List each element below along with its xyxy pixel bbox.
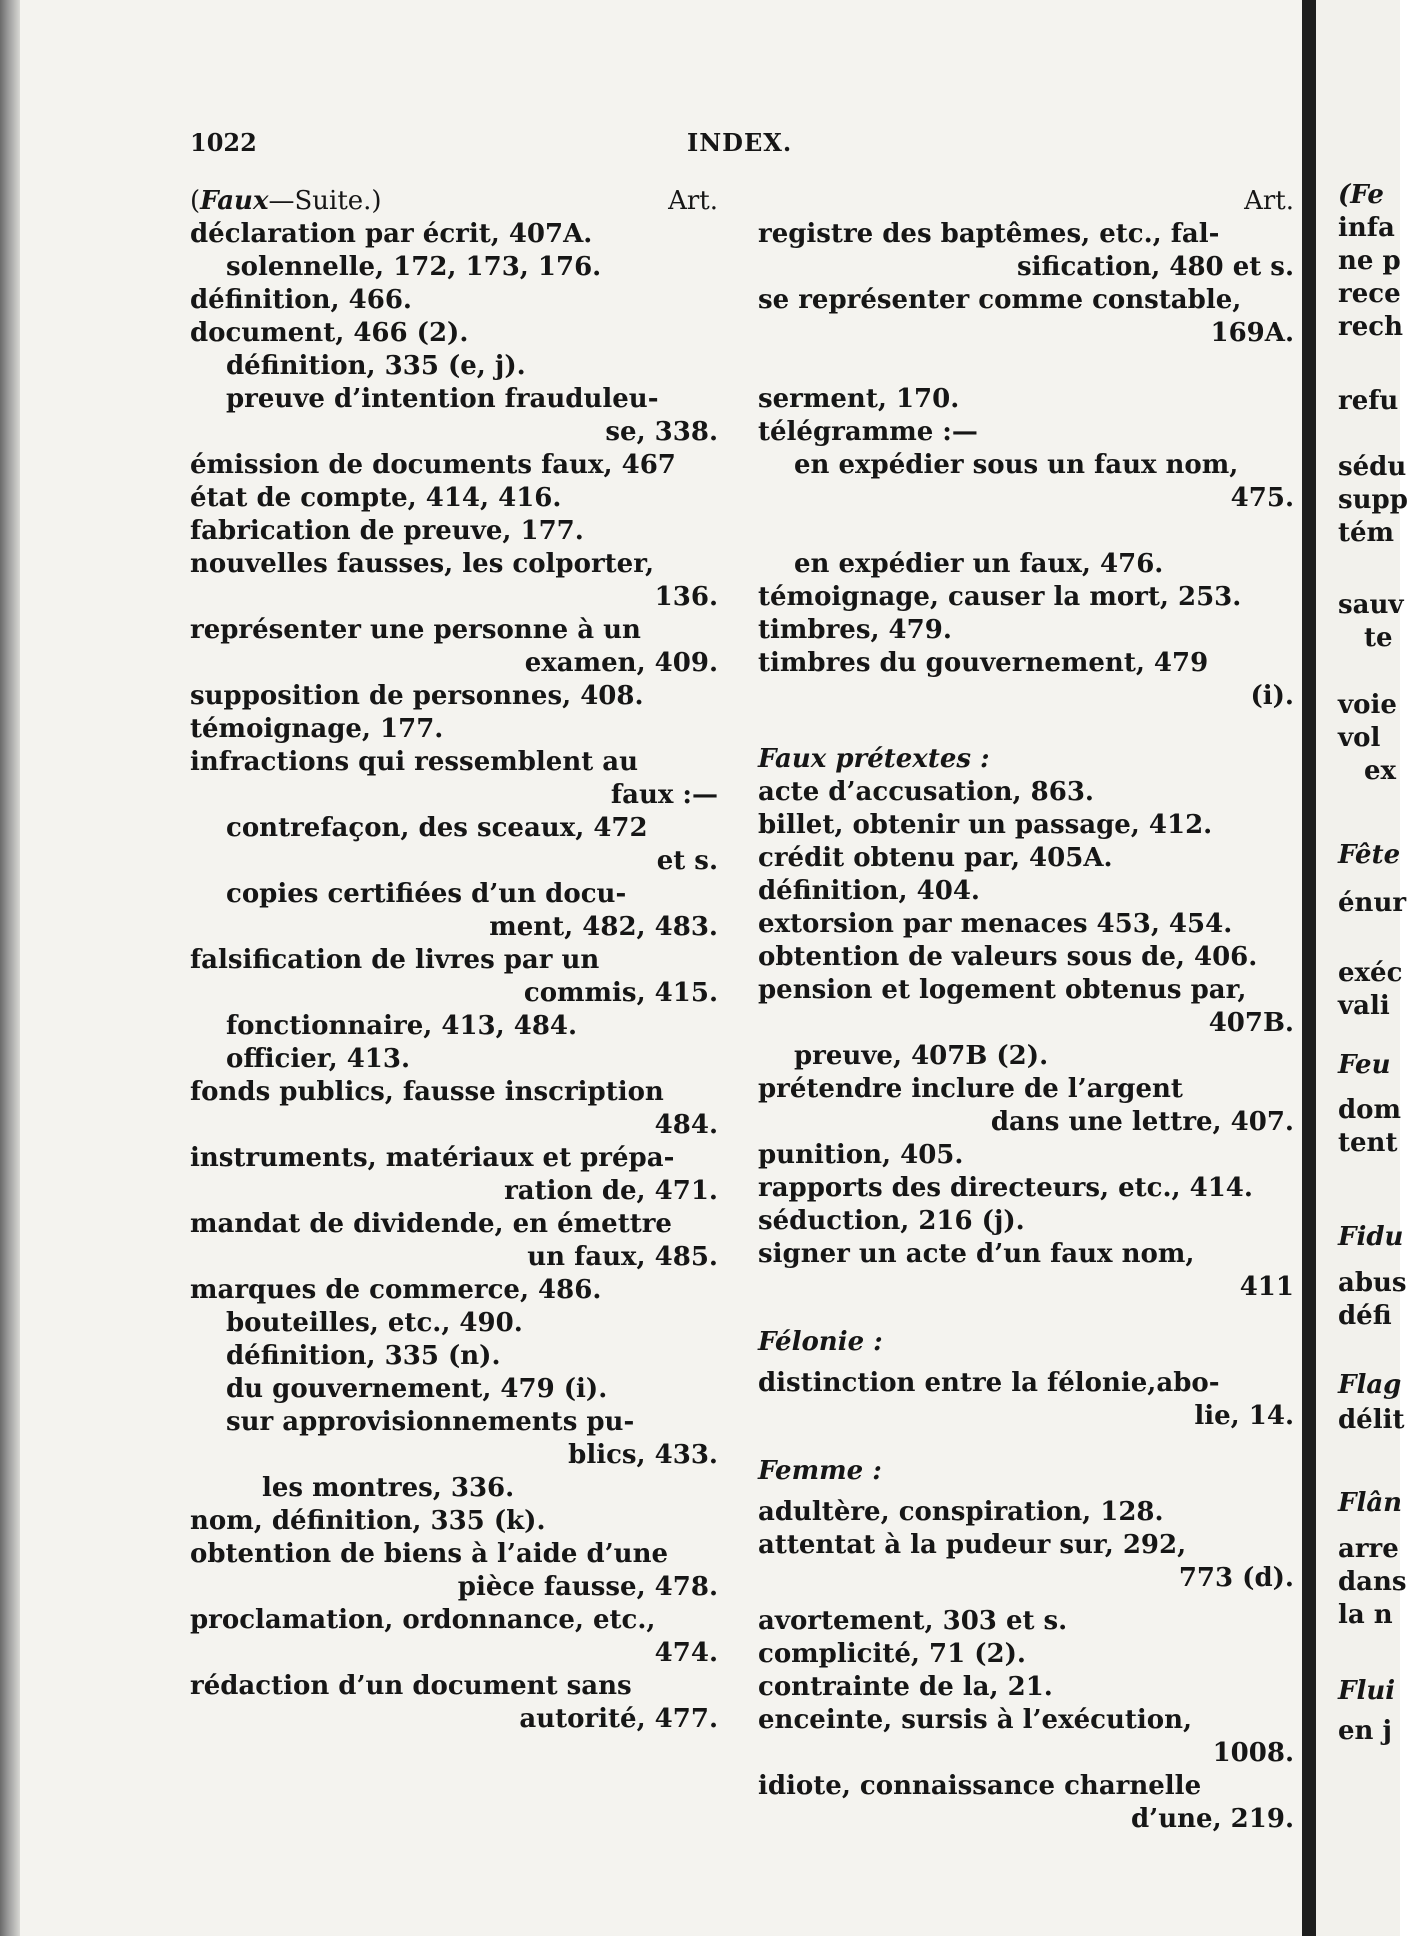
adjacent-text: tém xyxy=(1338,518,1395,548)
index-entry: témoignage, 177. xyxy=(190,714,444,744)
adjacent-text: Flân xyxy=(1338,1488,1403,1518)
index-entry: en expédier un faux, 476. xyxy=(794,549,1164,579)
index-entry-continuation: 484. xyxy=(654,1110,718,1140)
index-entry: document, 466 (2). xyxy=(190,318,469,348)
index-entry: proclamation, ordonnance, etc., xyxy=(190,1605,656,1635)
index-entry-continuation: lie, 14. xyxy=(1194,1401,1294,1431)
index-entry-continuation: 475. xyxy=(1230,483,1294,513)
heading-italic: Faux xyxy=(200,186,269,216)
index-entry: distinction entre la félonie,abo- xyxy=(758,1368,1220,1398)
index-entry: obtention de biens à l’aide d’une xyxy=(190,1539,669,1569)
continuation-heading xyxy=(190,185,718,218)
index-entry-continuation: 407B. xyxy=(1208,1008,1294,1038)
index-entry: preuve d’intention frauduleu- xyxy=(226,384,659,414)
index-entry: adultère, conspiration, 128. xyxy=(758,1497,1164,1527)
index-entry: idiote, connaissance charnelle xyxy=(758,1771,1202,1801)
index-entry-continuation: pièce fausse, 478. xyxy=(457,1572,718,1602)
index-entry: témoignage, causer la mort, 253. xyxy=(758,582,1242,612)
section-heading-felonie: Félonie : xyxy=(758,1327,883,1357)
adjacent-text: te xyxy=(1364,623,1393,653)
index-entry: extorsion par menaces 453, 454. xyxy=(758,909,1233,939)
index-entry: en expédier sous un faux nom, xyxy=(794,450,1239,480)
adjacent-text: énur xyxy=(1338,888,1407,918)
index-entry: prétendre inclure de l’argent xyxy=(758,1074,1183,1104)
index-entry: sur approvisionnements pu- xyxy=(226,1407,635,1437)
adjacent-text: ne p xyxy=(1338,246,1401,276)
adjacent-text: dans xyxy=(1338,1567,1407,1597)
adjacent-text: la n xyxy=(1338,1600,1393,1630)
index-entry: crédit obtenu par, 405A. xyxy=(758,843,1113,873)
heading-prefix: ( xyxy=(190,186,201,216)
index-entry: preuve, 407B (2). xyxy=(794,1041,1049,1071)
adjacent-text: ex xyxy=(1364,756,1397,786)
index-entry: falsification de livres par un xyxy=(190,945,600,975)
index-entry: attentat à la pudeur sur, 292, xyxy=(758,1530,1187,1560)
art-label: Art. xyxy=(668,186,718,216)
index-entry-continuation: ration de, 471. xyxy=(504,1176,718,1206)
running-title: INDEX. xyxy=(687,128,793,157)
heading-faux-suite xyxy=(190,185,382,218)
index-entry: nouvelles fausses, les colporter, xyxy=(190,549,655,579)
index-entry: registre des baptêmes, etc., fal- xyxy=(758,219,1220,249)
index-entry: fonctionnaire, 413, 484. xyxy=(226,1011,578,1041)
adjacent-text: abus xyxy=(1338,1268,1407,1298)
adjacent-text: exéc xyxy=(1338,958,1403,988)
index-entry: signer un acte d’un faux nom, xyxy=(758,1239,1195,1269)
index-entry: instruments, matériaux et prépa- xyxy=(190,1143,675,1173)
index-entry: définition, 335 (e, j). xyxy=(226,351,526,381)
adjacent-text: Flui xyxy=(1338,1676,1396,1706)
index-entry: acte d’accusation, 863. xyxy=(758,777,1094,807)
index-entry: bouteilles, etc., 490. xyxy=(226,1308,523,1338)
adjacent-text: sédu xyxy=(1338,452,1407,482)
index-entry-continuation: 474. xyxy=(654,1638,718,1668)
adjacent-page-fragment xyxy=(1316,0,1408,1936)
index-entry: les montres, 336. xyxy=(262,1473,515,1503)
index-entry: définition, 466. xyxy=(190,285,412,315)
adjacent-text: vali xyxy=(1338,991,1390,1021)
index-entry: supposition de personnes, 408. xyxy=(190,681,644,711)
heading-rest: —Suite.) xyxy=(268,186,382,216)
index-entry-continuation: sification, 480 et s. xyxy=(1017,252,1294,282)
adjacent-text: refu xyxy=(1338,386,1399,416)
index-entry: fonds publics, fausse inscription xyxy=(190,1077,664,1107)
index-entry: définition, 335 (n). xyxy=(226,1341,501,1371)
section-heading-femme: Femme : xyxy=(758,1456,882,1486)
adjacent-text: en j xyxy=(1338,1716,1392,1746)
index-entry: émission de documents faux, 467 xyxy=(190,450,676,480)
index-entry-continuation: d’une, 219. xyxy=(1130,1804,1294,1834)
index-entry: enceinte, sursis à l’exécution, xyxy=(758,1705,1193,1735)
index-entry: avortement, 303 et s. xyxy=(758,1606,1068,1636)
index-entry: contrefaçon, des sceaux, 472 xyxy=(226,813,648,843)
index-entry-continuation: 1008. xyxy=(1212,1738,1294,1768)
index-entry: définition, 404. xyxy=(758,876,980,906)
index-entry: complicité, 71 (2). xyxy=(758,1639,1026,1669)
index-entry: timbres du gouvernement, 479 xyxy=(758,648,1209,678)
adjacent-text: voie xyxy=(1338,690,1397,720)
index-entry-continuation: autorité, 477. xyxy=(519,1704,718,1734)
adjacent-text: délit xyxy=(1338,1405,1405,1435)
index-entry-continuation: examen, 409. xyxy=(524,648,718,678)
adjacent-text: Flag xyxy=(1338,1370,1402,1400)
adjacent-text: sauv xyxy=(1338,590,1404,620)
index-entry: pension et logement obtenus par, xyxy=(758,975,1247,1005)
index-entry-continuation: faux :— xyxy=(610,780,718,810)
index-entry-continuation: blics, 433. xyxy=(568,1440,718,1470)
index-entry: infractions qui ressemblent au xyxy=(190,747,639,777)
adjacent-text: infa xyxy=(1338,213,1395,243)
adjacent-text: arre xyxy=(1338,1534,1399,1564)
page-binding-edge xyxy=(0,0,20,1936)
index-entry: mandat de dividende, en émettre xyxy=(190,1209,672,1239)
adjacent-text: (Fe xyxy=(1338,180,1384,210)
adjacent-text: défi xyxy=(1338,1301,1392,1331)
index-entry: nom, définition, 335 (k). xyxy=(190,1506,546,1536)
index-column-right xyxy=(758,185,1294,1836)
index-entry-continuation: un faux, 485. xyxy=(527,1242,718,1272)
index-entry-continuation: se, 338. xyxy=(605,417,718,447)
index-entry: solennelle, 172, 173, 176. xyxy=(226,252,602,282)
index-entry: télégramme :— xyxy=(758,417,978,447)
index-entry: se représenter comme constable, xyxy=(758,285,1242,315)
page-header xyxy=(190,128,1298,164)
adjacent-text: tent xyxy=(1338,1128,1398,1158)
index-entry-continuation: ment, 482, 483. xyxy=(489,912,718,942)
index-entry: copies certifiées d’un docu- xyxy=(226,879,627,909)
adjacent-text: Fête xyxy=(1338,840,1401,870)
index-entry-continuation: 136. xyxy=(654,582,718,612)
index-entry: billet, obtenir un passage, 412. xyxy=(758,810,1213,840)
index-entry-continuation: 773 (d). xyxy=(1178,1563,1294,1593)
art-label: Art. xyxy=(1244,186,1294,216)
index-entry: rédaction d’un document sans xyxy=(190,1671,632,1701)
index-entry-continuation: et s. xyxy=(656,846,718,876)
index-entry: serment, 170. xyxy=(758,384,960,414)
book-gutter xyxy=(1302,0,1316,1936)
index-entry: obtention de valeurs sous de, 406. xyxy=(758,942,1258,972)
index-entry: contrainte de la, 21. xyxy=(758,1672,1053,1702)
index-entry-continuation: 169A. xyxy=(1210,318,1294,348)
adjacent-text: supp xyxy=(1338,485,1408,515)
page-number: 1022 xyxy=(190,128,257,157)
index-entry: marques de commerce, 486. xyxy=(190,1275,602,1305)
index-entry-continuation: (i). xyxy=(1250,681,1294,711)
index-entry: officier, 413. xyxy=(226,1044,411,1074)
index-entry: représenter une personne à un xyxy=(190,615,641,645)
adjacent-text: vol xyxy=(1338,723,1381,753)
section-heading-faux-pretextes: Faux prétextes : xyxy=(758,744,990,774)
index-entry: timbres, 479. xyxy=(758,615,952,645)
adjacent-text: dom xyxy=(1338,1095,1402,1125)
index-entry-continuation: 411 xyxy=(1239,1272,1294,1302)
index-column-left xyxy=(190,185,718,1736)
adjacent-text: Fidu xyxy=(1338,1222,1404,1252)
index-entry: séduction, 216 (j). xyxy=(758,1206,1025,1236)
index-entry: déclaration par écrit, 407A. xyxy=(190,219,593,249)
index-entry-continuation: commis, 415. xyxy=(523,978,718,1008)
index-entry: fabrication de preuve, 177. xyxy=(190,516,584,546)
index-entry: punition, 405. xyxy=(758,1140,964,1170)
adjacent-text: rece xyxy=(1338,279,1401,309)
adjacent-text: rech xyxy=(1338,312,1403,342)
index-entry: état de compte, 414, 416. xyxy=(190,483,562,513)
index-entry-continuation: dans une lettre, 407. xyxy=(990,1107,1294,1137)
adjacent-text: Feu xyxy=(1338,1050,1391,1080)
index-entry: du gouvernement, 479 (i). xyxy=(226,1374,608,1404)
index-entry: rapports des directeurs, etc., 414. xyxy=(758,1173,1253,1203)
